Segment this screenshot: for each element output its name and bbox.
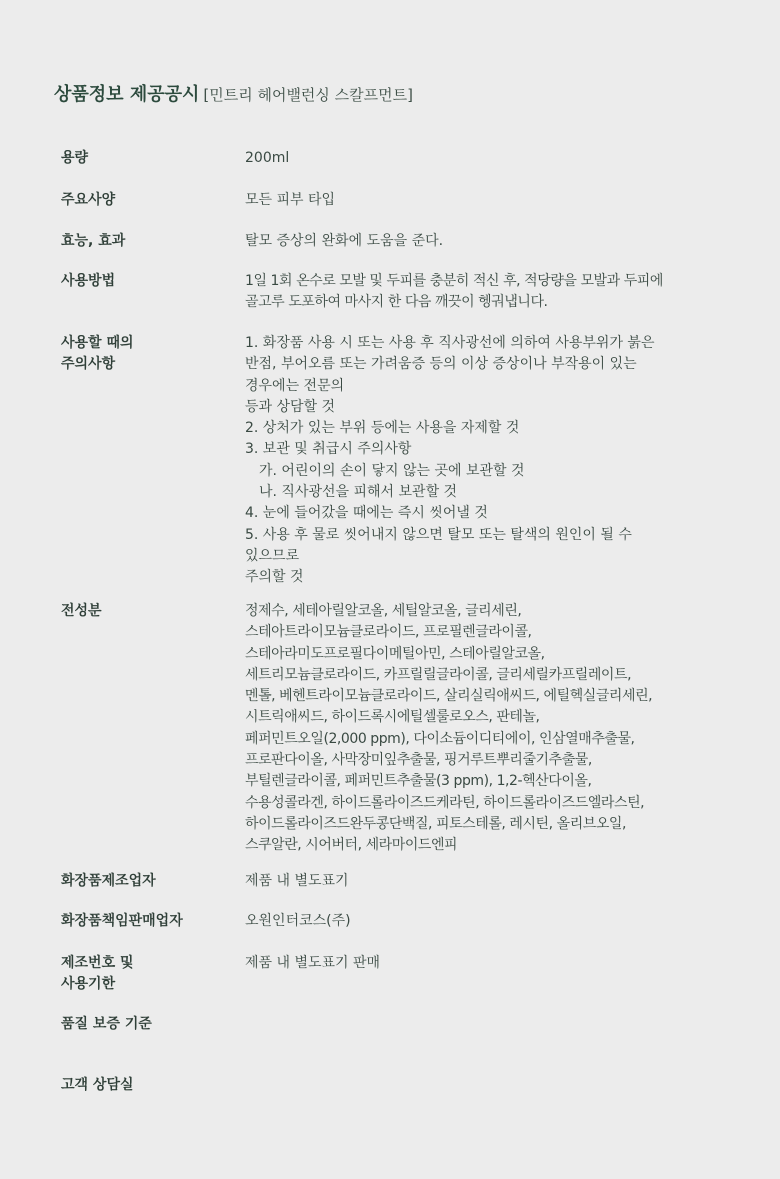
label-cs: 고객 상담실 xyxy=(61,1077,134,1093)
ingredients-line: 멘톨, 베헨트라이모늄클로라이드, 살리실릭애씨드, 에틸헥실글리세린, xyxy=(245,688,653,705)
label-manufacturer: 화장품제조업자 xyxy=(61,873,156,889)
caution-line: 1. 화장품 사용 시 또는 사용 후 직사광선에 의하여 사용부위가 붉은 xyxy=(245,335,655,351)
ingredients-line: 시트릭애씨드, 하이드록시에틸셀룰로오스, 판테놀, xyxy=(245,709,540,726)
ingredients-line: 스쿠알란, 시어버터, 세라마이드엔피 xyxy=(245,837,458,854)
caution-line: 반점, 부어오름 또는 가려움증 등의 이상 증상이나 부작용이 있는 xyxy=(245,356,637,373)
usage-line: 1일 1회 온수로 모발 및 두피를 충분히 적신 후, 적당량을 모발과 두피에 xyxy=(245,273,663,289)
ingredients-line: 수용성콜라겐, 하이드롤라이즈드케라틴, 하이드롤라이즈드엘라스틴, xyxy=(245,794,645,811)
caution-line: 2. 상처가 있는 부위 등에는 사용을 자제할 것 xyxy=(245,420,520,437)
label-volume: 용량 xyxy=(61,150,89,166)
value-manufacturer: 제품 내 별도표기 xyxy=(245,873,349,889)
label-lot: 제조번호 및 사용기한 xyxy=(61,955,134,992)
caution-line: 나. 직사광선을 피해서 보관할 것 xyxy=(259,484,458,501)
value-specs: 모든 피부 타입 xyxy=(245,192,336,208)
ingredients-line: 정제수, 세테아릴알코올, 세틸알코올, 글리세린, xyxy=(245,603,522,619)
caution-line: 등과 상담할 것 xyxy=(245,398,336,415)
caution-line: 5. 사용 후 물로 씻어내지 않으면 탈모 또는 탈색의 원인이 될 수 xyxy=(245,526,632,543)
label-ingredients: 전성분 xyxy=(61,603,102,619)
ingredients-line: 프로판다이올, 사막장미잎추출물, 핑거루트뿌리줄기추출물, xyxy=(245,752,592,769)
ingredients-line: 스테아라미도프로필다이메틸아민, 스테아릴알코올, xyxy=(245,645,545,662)
caution-line: 3. 보관 및 취급시 주의사항 xyxy=(245,441,412,458)
product-name: [민트리 헤어밸런싱 스칼프먼트] xyxy=(203,86,413,104)
value-effect: 탈모 증상의 완화에 도움을 준다. xyxy=(245,233,444,249)
label-caution: 사용할 때의 주의사항 xyxy=(61,335,134,372)
label-effect: 효능, 효과 xyxy=(61,233,126,249)
caution-line: 경우에는 전문의 xyxy=(245,377,345,394)
value-lot: 제품 내 별도표기 판매 xyxy=(245,955,381,971)
caution-line: 4. 눈에 들어갔을 때에는 즉시 씻어낼 것 xyxy=(245,505,488,522)
page-title: 상품정보 제공공시 xyxy=(54,84,200,105)
page-header xyxy=(54,82,413,108)
ingredients-line: 세트리모늄클로라이드, 카프릴릴글라이콜, 글리세릴카프릴레이트, xyxy=(245,666,632,683)
value-seller: 오원인터코스(주) xyxy=(245,913,351,929)
caution-line: 가. 어린이의 손이 닿지 않는 곳에 보관할 것 xyxy=(259,462,525,479)
label-seller: 화장품책임판매업자 xyxy=(61,913,183,929)
ingredients-line: 페퍼민트오일(2,000 ppm), 다이소듐이디티에이, 인삼열매추출물, xyxy=(245,730,635,747)
label-quality: 품질 보증 기준 xyxy=(61,1016,152,1032)
label-specs: 주요사양 xyxy=(61,192,116,208)
value-ingredients xyxy=(245,601,775,857)
value-caution xyxy=(245,333,775,589)
ingredients-line: 스테아트라이모늄클로라이드, 프로필렌글라이콜, xyxy=(245,624,532,641)
label-usage: 사용방법 xyxy=(61,273,116,289)
caution-line: 주의할 것 xyxy=(245,569,304,586)
caution-line: 있으므로 xyxy=(245,547,300,564)
value-volume: 200ml xyxy=(245,150,290,166)
usage-line: 골고루 도포하여 마사지 한 다음 깨끗이 헹궈냅니다. xyxy=(245,294,548,311)
ingredients-line: 하이드롤라이즈드완두콩단백질, 피토스테롤, 레시틴, 올리브오일, xyxy=(245,815,626,832)
value-usage xyxy=(245,271,775,314)
ingredients-line: 부틸렌글라이콜, 페퍼민트추출물(3 ppm), 1,2-헥산다이올, xyxy=(245,773,592,790)
